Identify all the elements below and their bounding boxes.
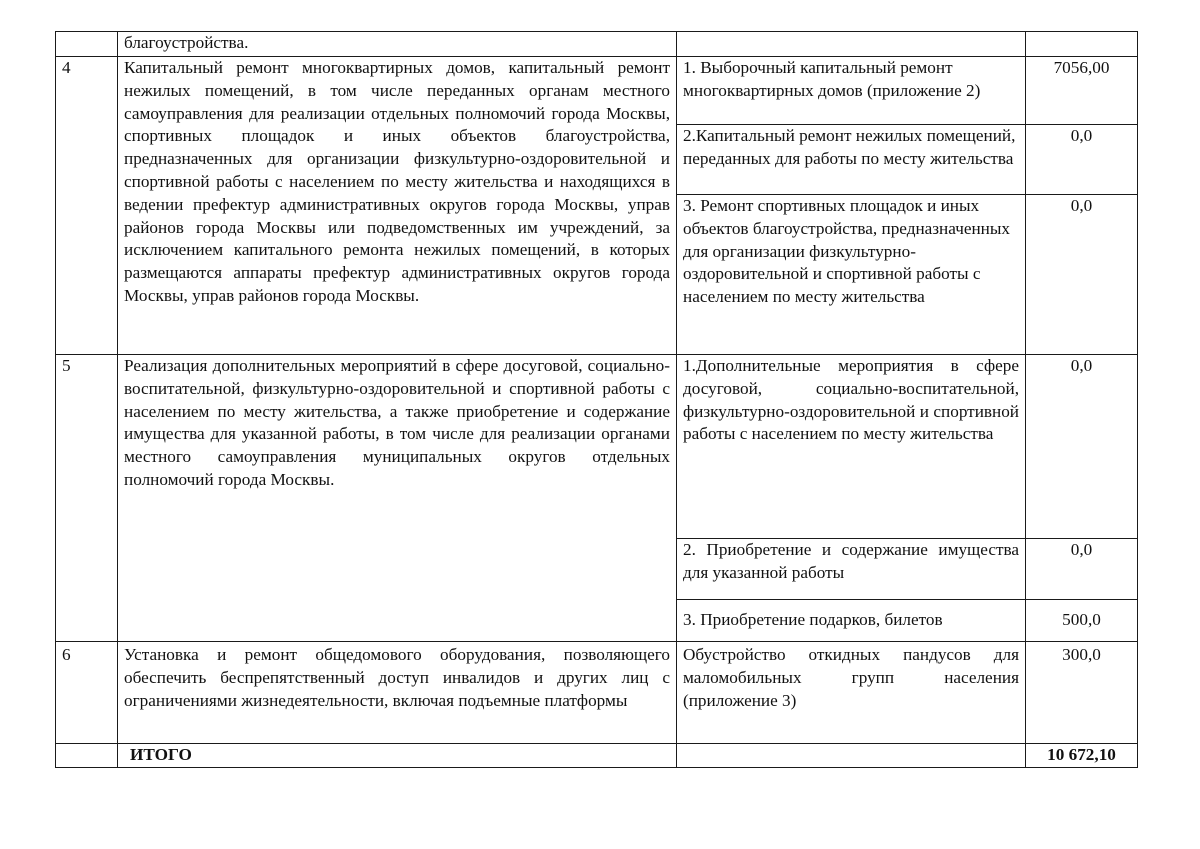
- total-empty-cell: [677, 744, 1026, 768]
- row-number: 5: [56, 355, 118, 642]
- table-row: [56, 355, 1138, 539]
- row-description: благоустройства.: [118, 32, 677, 57]
- sub-item-value: 0,0: [1026, 539, 1138, 600]
- sub-item-text: 3. Приобретение подарков, билетов: [677, 600, 1026, 642]
- table-row: [56, 57, 1138, 125]
- budget-table: [55, 31, 1138, 768]
- sub-item-text: 1.Дополнительные мероприятия в сфере досуговой, социально-воспитательной, физкультурно-оздоровительной и спортивной работы с населением по месту жительства: [677, 355, 1026, 539]
- row-number: [56, 32, 118, 57]
- row-number: 6: [56, 642, 118, 744]
- sub-item-text: 3. Ремонт спортивных площадок и иных объектов благоустройства, предназначенных для организации физкультурно-оздоровительной и спортивной работы с населением по месту жительства: [677, 195, 1026, 355]
- sub-item-value: 0,0: [1026, 355, 1138, 539]
- sub-item-value: [1026, 32, 1138, 57]
- sub-item-value: 7056,00: [1026, 57, 1138, 125]
- sub-item-text: [677, 32, 1026, 57]
- total-number-cell: [56, 744, 118, 768]
- sub-item-text: 2. Приобретение и содержание имущества для указанной работы: [677, 539, 1026, 600]
- row-description: Реализация дополнительных мероприятий в сфере досуговой, социально-воспитательной, физкультурно-оздоровительной и спортивной работы с населением по месту жительства, а также приобретение и содержание имущества для указанной работы, в том числе для реализации органами местного самоуправления муниципальных округов отдельных полномочий города Москвы.: [118, 355, 677, 642]
- sub-item-value: 0,0: [1026, 195, 1138, 355]
- sub-item-value: 0,0: [1026, 125, 1138, 195]
- sub-item-text: 2.Капитальный ремонт нежилых помещений, переданных для работы по месту жительства: [677, 125, 1026, 195]
- sub-item-value: 300,0: [1026, 642, 1138, 744]
- row-description: Установка и ремонт общедомового оборудования, позволяющего обеспечить беспрепятственный доступ инвалидов и других лиц с ограничениями жизнедеятельности, включая подъемные платформы: [118, 642, 677, 744]
- sub-item-text: 1. Выборочный капитальный ремонт многоквартирных домов (приложение 2): [677, 57, 1026, 125]
- total-value: 10 672,10: [1026, 744, 1138, 768]
- total-row: [56, 744, 1138, 768]
- sub-item-text: Обустройство откидных пандусов для маломобильных групп населения (приложение 3): [677, 642, 1026, 744]
- sub-item-value: 500,0: [1026, 600, 1138, 642]
- row-description: Капитальный ремонт многоквартирных домов, капитальный ремонт нежилых помещений, в том числе переданных органам местного самоуправления для реализации отдельных полномочий города Москвы, спортивных площадок и иных объектов благоустройства, предназначенных для организации физкультурно-оздоровительной и спортивной работы с населением по месту жительства и находящихся в ведении префектур административных округов города Москвы, управ районов города Москвы или подведомственных им учреждений, за исключением капитального ремонта нежилых помещений, в которых размещаются аппараты префектур административных округов города Москвы, управ районов города Москвы.: [118, 57, 677, 355]
- row-number: 4: [56, 57, 118, 355]
- table-row: [56, 32, 1138, 57]
- total-label: ИТОГО: [118, 744, 677, 768]
- table-row: [56, 642, 1138, 744]
